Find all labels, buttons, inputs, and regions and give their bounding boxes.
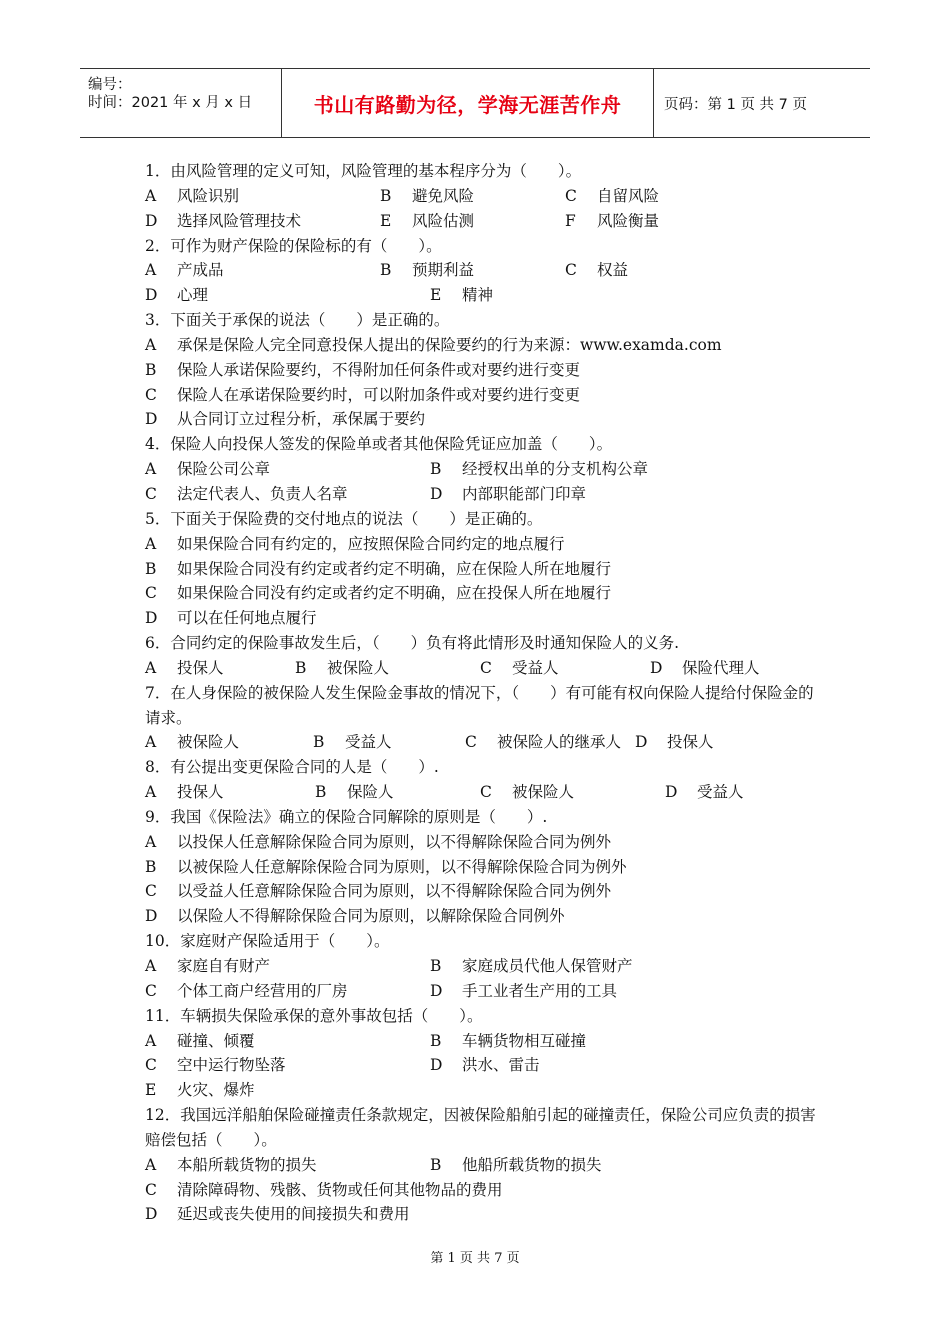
option-a (145, 184, 239, 209)
option-d (145, 904, 565, 929)
option-a (145, 258, 224, 283)
option-text: 心理 (177, 286, 209, 305)
option-text: 被保险人 (512, 783, 575, 802)
option-text: 以保险人不得解除保险合同为原则，以解除保险合同例外 (177, 907, 565, 926)
option-letter: B (313, 733, 325, 752)
option-a (145, 1153, 317, 1178)
option-row (145, 730, 825, 755)
option-letter: A (145, 1155, 157, 1174)
option-letter: C (145, 1056, 157, 1075)
option-letter: B (315, 783, 327, 802)
option-c (465, 730, 621, 755)
option-letter: D (635, 733, 648, 752)
option-text: 自留风险 (597, 186, 660, 205)
option-letter: A (145, 186, 157, 205)
option-letter: F (565, 211, 576, 230)
option-b (145, 358, 580, 383)
option-text: 如果保险合同没有约定或者约定不明确，应在保险人所在地履行 (177, 559, 612, 578)
option-b (430, 457, 648, 482)
option-text: 空中运行物坠落 (177, 1056, 286, 1075)
option-text: 受益人 (512, 658, 559, 677)
option-letter: D (145, 1205, 158, 1224)
option-d (635, 730, 714, 755)
option-text: 手工业者生产用的工具 (462, 981, 618, 1000)
option-b (380, 258, 474, 283)
option-letter: B (430, 460, 442, 479)
option-a (145, 457, 270, 482)
option-text: 火灾、爆炸 (177, 1081, 255, 1100)
option-letter: B (430, 1031, 442, 1050)
option-letter: A (145, 658, 157, 677)
option-text: 以受益人任意解除保险合同为原则，以不得解除保险合同为例外 (177, 882, 612, 901)
option-letter: C (145, 484, 157, 503)
option-a (145, 780, 224, 805)
option-row (145, 606, 825, 631)
option-text: 保险代理人 (682, 658, 760, 677)
option-a (145, 333, 722, 358)
option-c (145, 979, 348, 1004)
option-letter: C (145, 981, 157, 1000)
option-letter: E (145, 1081, 157, 1100)
option-letter: A (145, 832, 157, 851)
option-text: 如果保险合同没有约定或者约定不明确，应在投保人所在地履行 (177, 584, 612, 603)
option-text: 延迟或丧失使用的间接损失和费用 (177, 1205, 410, 1224)
option-row (145, 1202, 825, 1227)
option-c (480, 656, 559, 681)
option-letter: B (380, 261, 392, 280)
option-c (145, 1178, 503, 1203)
option-letter: D (650, 658, 663, 677)
option-row (145, 557, 825, 582)
option-e (430, 283, 493, 308)
option-text: 可以在任何地点履行 (177, 609, 317, 628)
question-stem: 1．由风险管理的定义可知，风险管理的基本程序分为（ ）。 (145, 162, 582, 180)
option-text: 他船所载货物的损失 (462, 1155, 602, 1174)
option-e (145, 1078, 255, 1103)
option-text: 从合同订立过程分析，承保属于要约 (177, 410, 426, 429)
option-letter: D (145, 907, 158, 926)
option-letter: C (480, 783, 492, 802)
option-e (380, 209, 474, 234)
option-text: 保险人 (347, 783, 394, 802)
option-b (430, 1029, 586, 1054)
option-text: 经授权出单的分支机构公章 (462, 460, 649, 479)
option-row (145, 258, 825, 283)
header-page-info: 页码：第 1 页 共 7 页 (664, 96, 807, 113)
option-text: 投保人 (177, 658, 224, 677)
option-row (145, 283, 825, 308)
option-text: 避免风险 (412, 186, 475, 205)
option-text: 承保是保险人完全同意投保人提出的保险要约的行为来源：www.examda.com (177, 335, 722, 354)
option-d (145, 407, 425, 432)
option-letter: A (145, 534, 157, 553)
option-letter: D (145, 211, 158, 230)
option-text: 预期利益 (412, 261, 475, 280)
option-row (145, 656, 825, 681)
option-b (315, 780, 394, 805)
question-stem: 8．有公提出变更保险合同的人是（ ）. (145, 758, 439, 777)
option-b (295, 656, 389, 681)
option-text: 风险估测 (412, 211, 475, 230)
option-text: 产成品 (177, 261, 224, 280)
option-text: 如果保险合同有约定的，应按照保险合同约定的地点履行 (177, 534, 565, 553)
option-row (145, 830, 825, 855)
option-letter: C (465, 733, 477, 752)
option-text: 以被保险人任意解除保险合同为原则，以不得解除保险合同为例外 (177, 857, 627, 876)
option-d (145, 606, 317, 631)
option-d (145, 209, 301, 234)
option-a (145, 730, 239, 755)
option-row (145, 979, 825, 1004)
page-header (80, 68, 870, 138)
option-row (145, 904, 825, 929)
option-letter: C (565, 186, 577, 205)
option-text: 被保险人 (177, 733, 240, 752)
option-a (145, 954, 270, 979)
option-d (430, 979, 617, 1004)
option-row (145, 1178, 825, 1203)
question-stem: 5．下面关于保险费的交付地点的说法（ ）是正确的。 (145, 509, 543, 528)
option-text: 家庭自有财产 (177, 957, 271, 975)
option-letter: D (665, 783, 678, 802)
option-letter: B (430, 957, 442, 975)
option-c (145, 482, 348, 507)
option-letter: D (145, 609, 158, 628)
option-c (480, 780, 574, 805)
option-c (565, 258, 628, 283)
option-letter: C (145, 1180, 157, 1199)
option-text: 以投保人任意解除保险合同为原则，以不得解除保险合同为例外 (177, 832, 612, 851)
option-b (430, 1153, 602, 1178)
option-text: 选择风险管理技术 (177, 211, 302, 230)
option-row (145, 383, 825, 408)
option-text: 受益人 (345, 733, 392, 752)
option-letter: E (430, 286, 442, 305)
option-row (145, 1029, 825, 1054)
header-info (80, 69, 282, 137)
option-letter: C (565, 261, 577, 280)
option-b (380, 184, 474, 209)
option-letter: C (145, 882, 157, 901)
option-d (665, 780, 744, 805)
option-row (145, 209, 825, 234)
option-letter: C (145, 385, 157, 404)
option-c (145, 581, 611, 606)
option-d (650, 656, 760, 681)
header-motto: 书山有路勤为径，学海无涯苦作舟 (282, 69, 654, 137)
option-text: 碰撞、倾覆 (177, 1031, 255, 1050)
option-text: 车辆货物相互碰撞 (462, 1031, 587, 1050)
option-text: 洪水、雷击 (462, 1056, 540, 1075)
question-stem: 10．家庭财产保险适用于（ ）。 (145, 932, 390, 951)
question-stem: 11．车辆损失保险承保的意外事故包括（ ）。 (145, 1006, 483, 1025)
option-text: 投保人 (177, 783, 224, 802)
option-row (145, 954, 825, 979)
option-text: 投保人 (667, 733, 714, 752)
option-letter: A (145, 335, 157, 354)
option-row (145, 1078, 825, 1103)
doc-number-label: 编号： (88, 77, 132, 93)
option-text: 权益 (597, 261, 629, 280)
option-row (145, 482, 825, 507)
option-text: 本船所载货物的损失 (177, 1155, 317, 1174)
option-text: 清除障碍物、残骸、货物或任何其他物品的费用 (177, 1180, 503, 1199)
page-footer: 第 1 页 共 7 页 (430, 1251, 520, 1266)
option-letter: B (145, 559, 157, 578)
option-d (145, 283, 208, 308)
option-letter: A (145, 957, 157, 975)
option-text: 风险识别 (177, 186, 240, 205)
option-letter: C (145, 584, 157, 603)
question-stem: 3．下面关于承保的说法（ ）是正确的。 (145, 311, 450, 330)
option-f (565, 209, 659, 234)
option-a (145, 1029, 255, 1054)
option-row (145, 532, 825, 557)
option-letter: D (430, 981, 443, 1000)
option-row (145, 184, 825, 209)
option-b (145, 855, 627, 880)
option-row (145, 457, 825, 482)
option-letter: A (145, 460, 157, 479)
option-text: 个体工商户经营用的厂房 (177, 981, 348, 1000)
option-b (145, 557, 611, 582)
option-text: 被保险人的继承人 (497, 733, 622, 752)
option-text: 家庭成员代他人保管财产 (462, 957, 633, 975)
question-stem: 12．我国远洋船舶保险碰撞责任条款规定，因被保险船舶引起的碰撞责任，保险公司应负责的损害赔偿包括（ ）。 (145, 1106, 816, 1149)
option-letter: A (145, 261, 157, 280)
option-c (565, 184, 659, 209)
option-b (430, 954, 633, 979)
option-row (145, 581, 825, 606)
question-stem: 7．在人身保险的被保险人发生保险金事故的情况下，（ ）有可能有权向保险人提给付保险金的请求。 (145, 683, 814, 727)
question-stem: 2．可作为财产保险的保险标的有（ ）。 (145, 236, 442, 255)
option-letter: B (295, 658, 307, 677)
option-letter: D (145, 286, 158, 305)
option-letter: B (430, 1155, 442, 1174)
option-row (145, 407, 825, 432)
option-text: 保险人承诺保险要约，不得附加任何条件或对要约进行变更 (177, 360, 581, 379)
option-d (430, 1053, 540, 1078)
option-letter: D (145, 410, 158, 429)
question-stem: 4．保险人向投保人签发的保险单或者其他保险凭证应加盖（ ）。 (145, 435, 613, 454)
option-letter: E (380, 211, 392, 230)
option-row (145, 879, 825, 904)
option-letter: B (145, 360, 157, 379)
option-row (145, 333, 825, 358)
option-a (145, 656, 224, 681)
option-text: 保险人在承诺保险要约时，可以附加条件或对要约进行变更 (177, 385, 581, 404)
question-list (145, 159, 825, 1227)
option-letter: D (430, 484, 443, 503)
option-row (145, 1153, 825, 1178)
option-row (145, 780, 825, 805)
option-text: 法定代表人、负责人名章 (177, 484, 348, 503)
option-c (145, 1053, 286, 1078)
option-row (145, 855, 825, 880)
option-b (313, 730, 392, 755)
option-letter: A (145, 733, 157, 752)
option-c (145, 879, 611, 904)
option-text: 内部职能部门印章 (462, 484, 587, 503)
option-d (430, 482, 586, 507)
option-text: 受益人 (697, 783, 744, 802)
question-stem: 9．我国《保险法》确立的保险合同解除的原则是（ ）. (145, 807, 548, 826)
question-stem: 6．合同约定的保险事故发生后，（ ）负有将此情形及时通知保险人的义务. (145, 634, 680, 653)
option-letter: A (145, 1031, 157, 1050)
option-text: 被保险人 (327, 658, 390, 677)
option-letter: D (430, 1056, 443, 1075)
option-text: 保险公司公章 (177, 460, 271, 479)
doc-date: 时间：2021 年 x 月 x 日 (88, 95, 253, 111)
option-text: 精神 (462, 286, 494, 305)
option-row (145, 1053, 825, 1078)
option-letter: B (145, 857, 157, 876)
option-a (145, 532, 565, 557)
option-c (145, 383, 580, 408)
option-text: 风险衡量 (597, 211, 660, 230)
option-d (145, 1202, 410, 1227)
option-letter: C (480, 658, 492, 677)
option-letter: B (380, 186, 392, 205)
option-a (145, 830, 611, 855)
option-row (145, 358, 825, 383)
option-letter: A (145, 783, 157, 802)
